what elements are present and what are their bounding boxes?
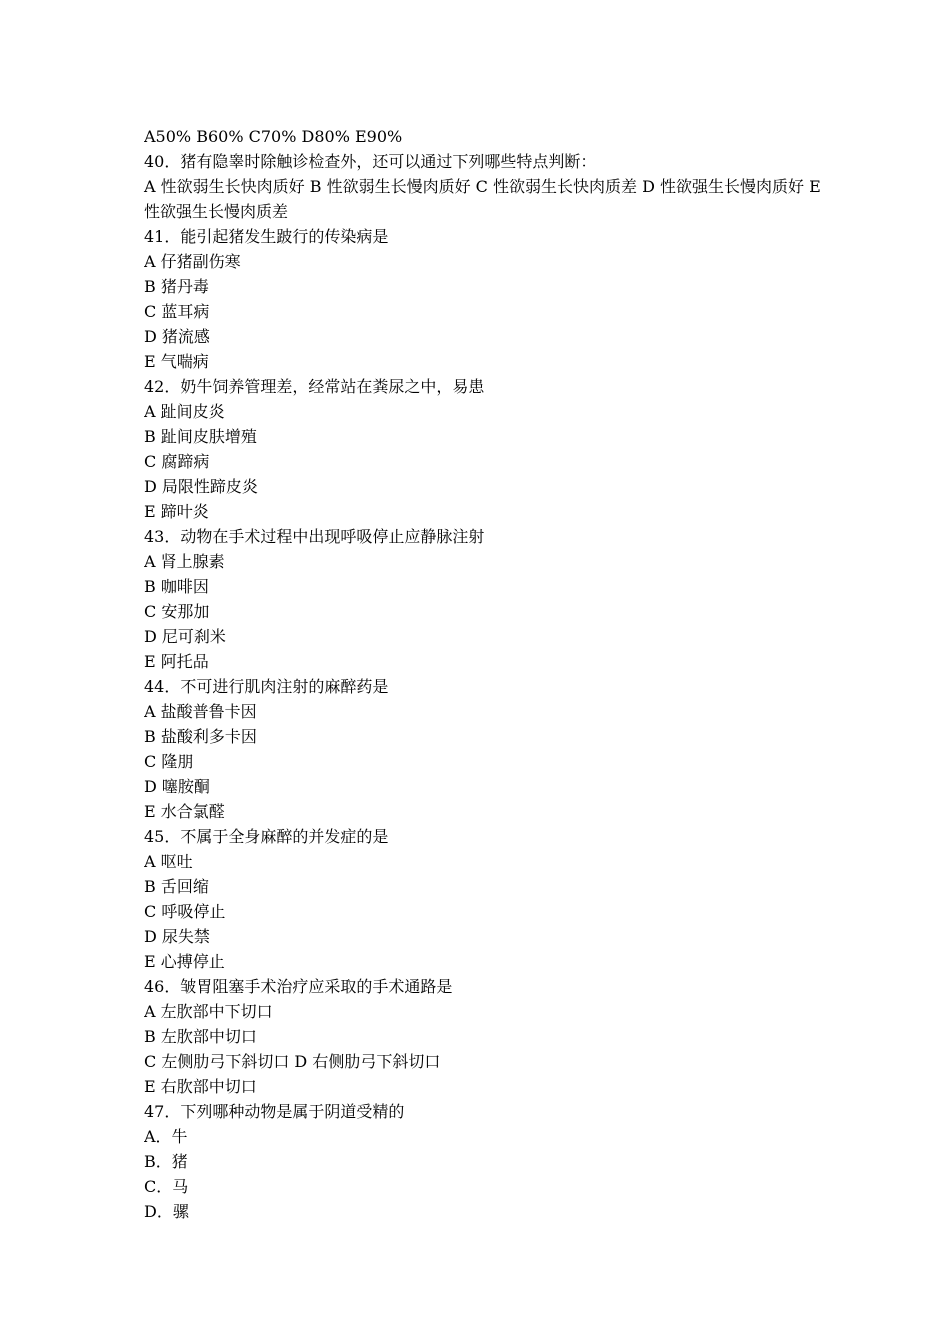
option-a: A 盐酸普鲁卡因 — [144, 702, 257, 721]
option-b: B 猪丹毒 — [144, 277, 209, 296]
option-b: B．猪 — [144, 1152, 188, 1171]
option-e: E 蹄叶炎 — [144, 502, 209, 521]
question-47: 47．下列哪种动物是属于阴道受精的 — [144, 1102, 405, 1121]
option-c: C 安那加 — [144, 602, 210, 621]
question-43: 43．动物在手术过程中出现呼吸停止应静脉注射 — [144, 527, 485, 546]
option-e: E 气喘病 — [144, 352, 209, 371]
option-e: E 水合氯醛 — [144, 802, 225, 821]
question-40: 40．猪有隐睾时除触诊检查外，还可以通过下列哪些特点判断： — [144, 152, 597, 171]
option-c: C 隆朋 — [144, 752, 194, 771]
option-e: E 右肷部中切口 — [144, 1077, 257, 1096]
option-c: C 蓝耳病 — [144, 302, 210, 321]
option-b: B 舌回缩 — [144, 877, 209, 896]
option-c: C．马 — [144, 1177, 189, 1196]
option-b: B 趾间皮肤增殖 — [144, 427, 257, 446]
option-c: C 呼吸停止 — [144, 902, 226, 921]
option-b: B 盐酸利多卡因 — [144, 727, 257, 746]
option-d: D．骡 — [144, 1202, 189, 1221]
option-d: D 猪流感 — [144, 327, 210, 346]
document-body — [144, 124, 824, 1224]
text-line: A50% B60% C70% D80% E90% — [144, 127, 403, 146]
question-42: 42．奶牛饲养管理差，经常站在粪尿之中，易患 — [144, 377, 485, 396]
option-d: D 尼可刹米 — [144, 627, 226, 646]
question-41: 41．能引起猪发生跛行的传染病是 — [144, 227, 389, 246]
option-e: E 阿托品 — [144, 652, 209, 671]
option-b: B 左肷部中切口 — [144, 1027, 257, 1046]
option-c-d: C 左侧肋弓下斜切口 D 右侧肋弓下斜切口 — [144, 1052, 441, 1071]
option-a: A 左肷部中下切口 — [144, 1002, 273, 1021]
question-46: 46．皱胃阻塞手术治疗应采取的手术通路是 — [144, 977, 453, 996]
question-45: 45．不属于全身麻醉的并发症的是 — [144, 827, 389, 846]
option-d: D 尿失禁 — [144, 927, 210, 946]
option-a: A 呕吐 — [144, 852, 193, 871]
option-a: A 仔猪副伤寒 — [144, 252, 241, 271]
option-a: A．牛 — [144, 1127, 188, 1146]
option-b: B 咖啡因 — [144, 577, 209, 596]
option-d: D 局限性蹄皮炎 — [144, 477, 258, 496]
option-c: C 腐蹄病 — [144, 452, 210, 471]
question-40-options: A 性欲弱生长快肉质好 B 性欲弱生长慢肉质好 C 性欲弱生长快肉质差 D 性欲强生长慢肉质好 E 性欲强生长慢肉质差 — [144, 177, 821, 221]
question-44: 44．不可进行肌肉注射的麻醉药是 — [144, 677, 389, 696]
option-d: D 噻胺酮 — [144, 777, 210, 796]
option-a: A 肾上腺素 — [144, 552, 225, 571]
option-a: A 趾间皮炎 — [144, 402, 225, 421]
option-e: E 心搏停止 — [144, 952, 225, 971]
